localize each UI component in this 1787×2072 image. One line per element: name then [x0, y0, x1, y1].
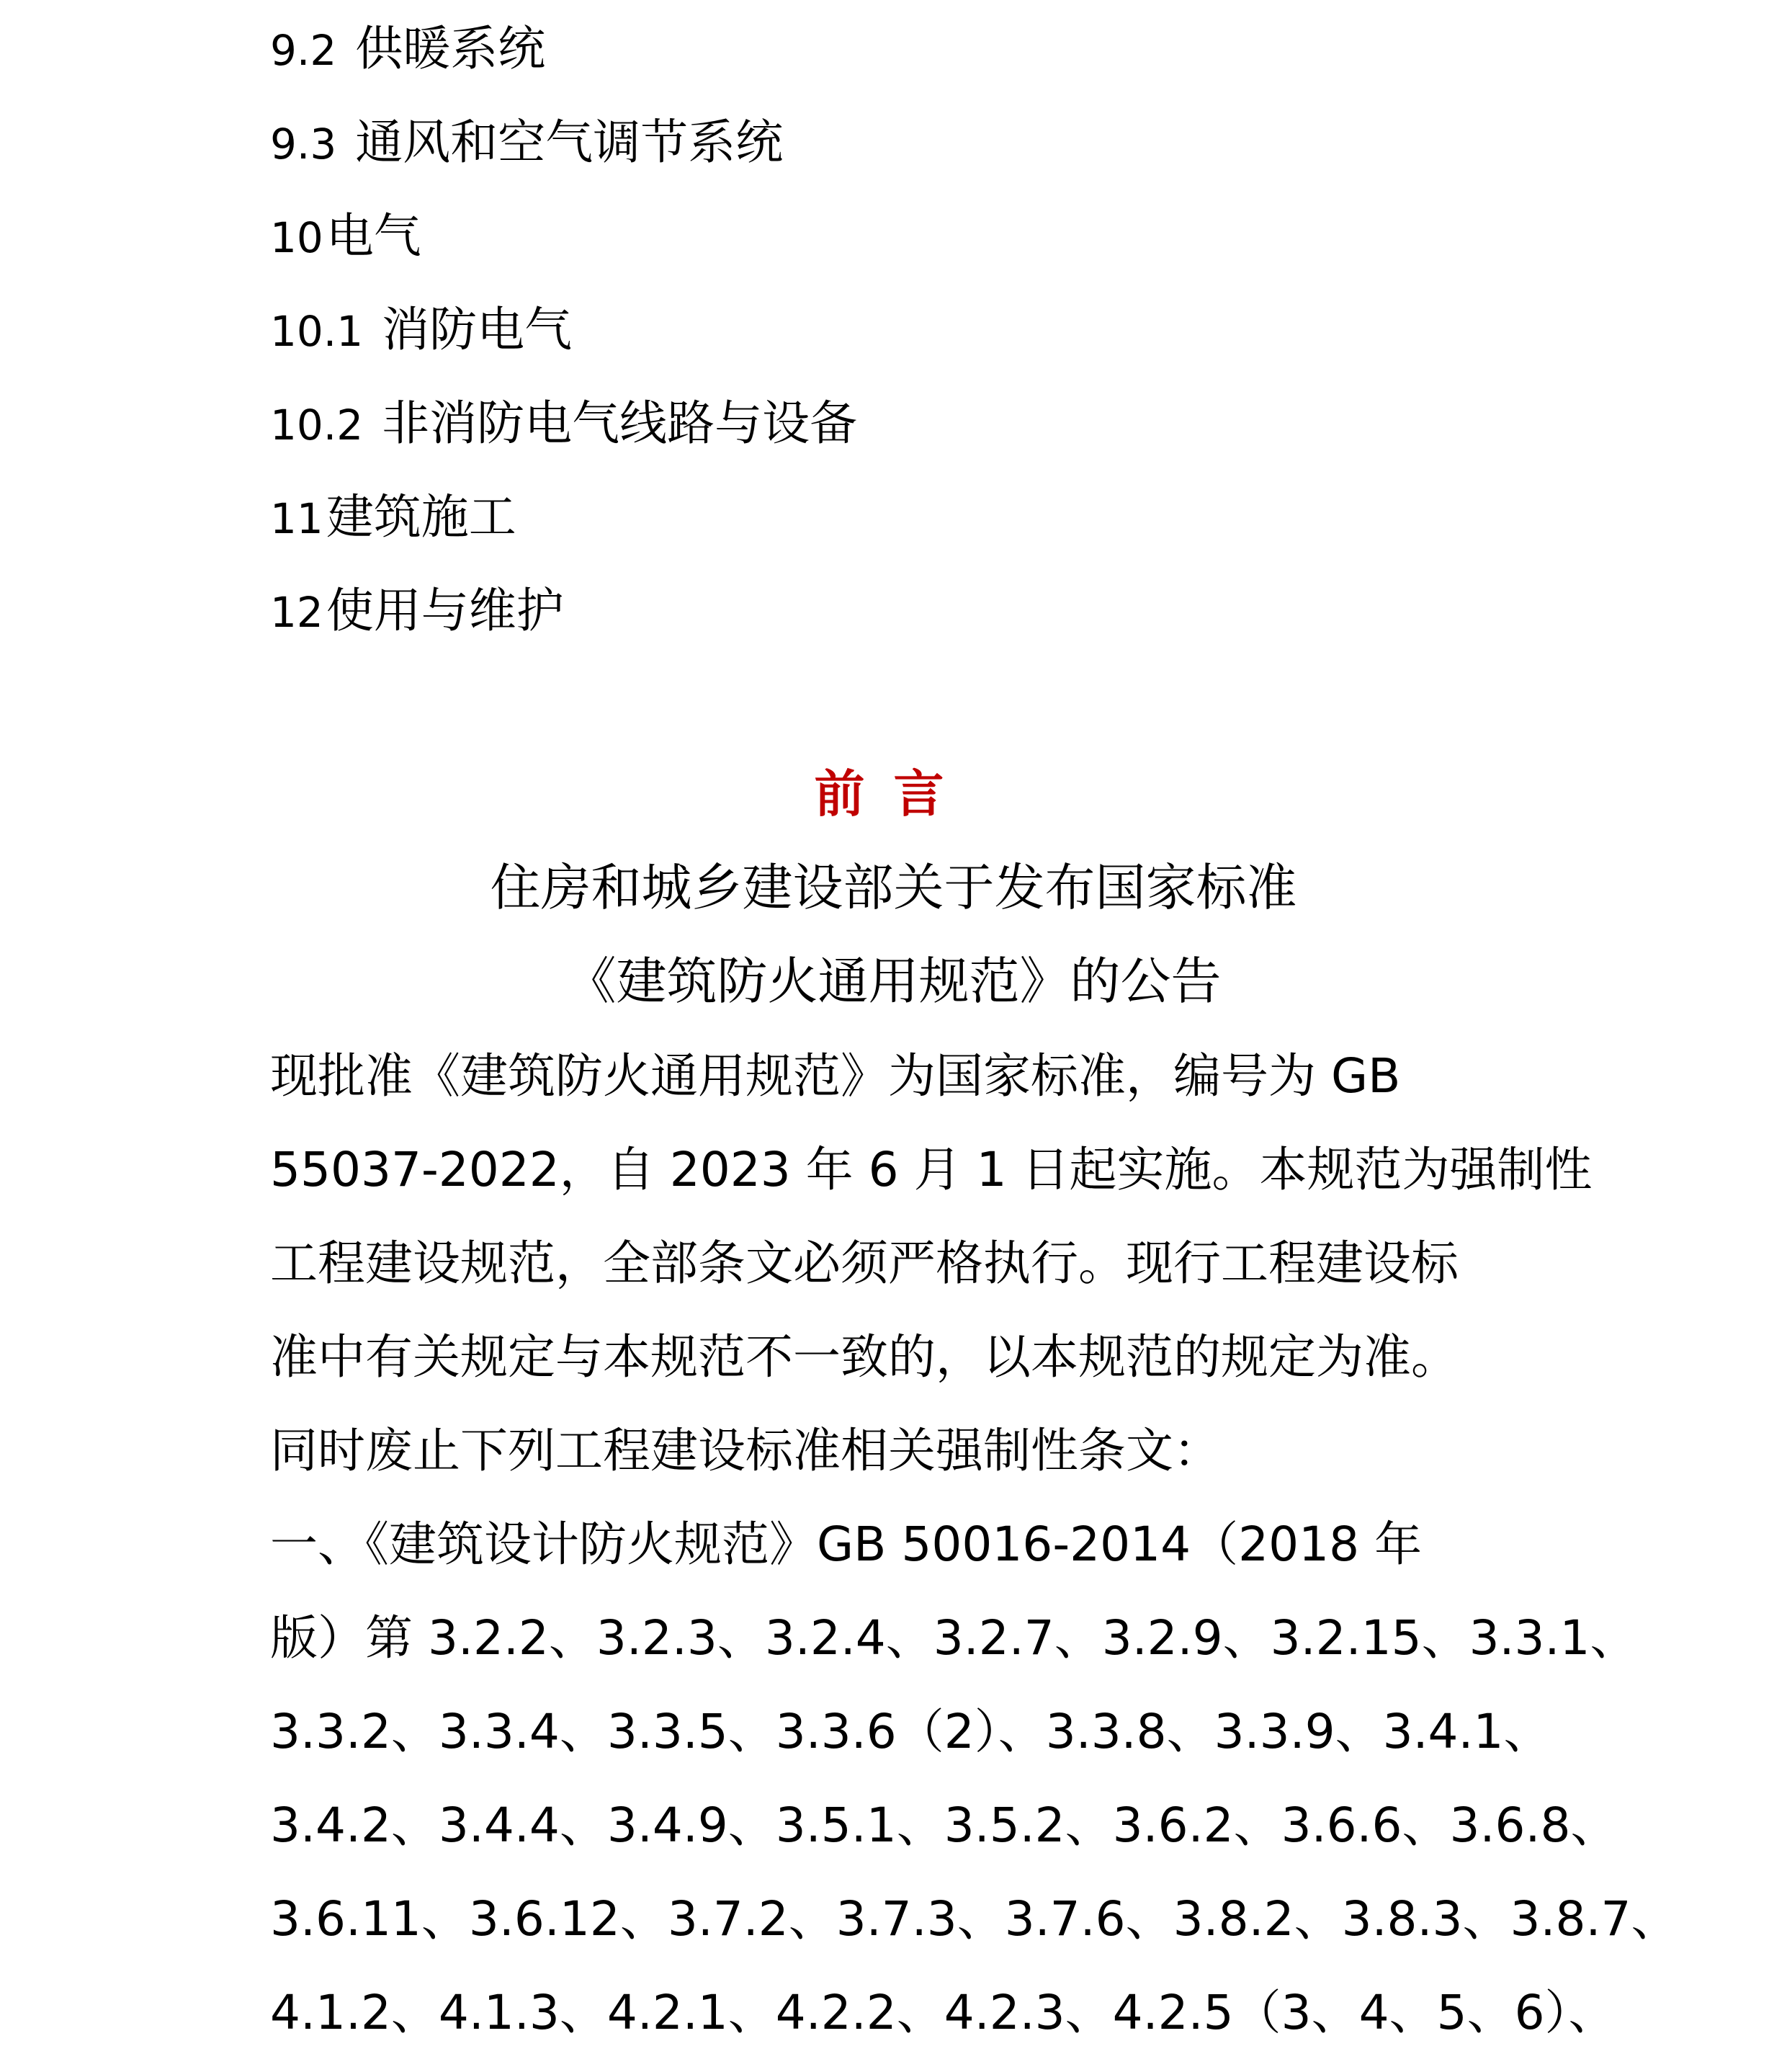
toc-item: [270, 395, 857, 452]
body-paragraph-line: 工程建设规范，全部条文必须严格执行。现行工程建设标: [270, 1236, 1459, 1291]
body-paragraph-line: 现批准《建筑防火通用规范》为国家标准，编号为 GB: [270, 1048, 1401, 1104]
foreword-heading: [0, 764, 1787, 824]
body-paragraph-line: 55037-2022，自 2023 年 6 月 1 日起实施。本规范为强制性: [270, 1142, 1593, 1197]
toc-item-title: 供暖系统: [355, 21, 546, 76]
toc-item-number: 9.3: [270, 120, 337, 169]
announcement-title-line1: 住房和城乡建设部关于发布国家标准: [490, 858, 1297, 917]
toc-item: [270, 207, 421, 265]
toc-item: [270, 20, 545, 78]
body-paragraph-line: 3.4.2、3.4.4、3.4.9、3.5.1、3.5.2、3.6.2、3.6.6、3.6.8、: [270, 1798, 1618, 1853]
toc-item-title: 非消防电气线路与设备: [382, 396, 858, 451]
toc-item-number: 9.2: [270, 26, 337, 75]
toc-item-number: 10.2: [270, 401, 364, 450]
body-paragraph-line: 一、《建筑设计防火规范》GB 50016-2014（2018 年: [270, 1517, 1423, 1572]
toc-item: [270, 488, 516, 546]
toc-item: [270, 301, 572, 359]
toc-item-number: 10: [270, 213, 323, 262]
toc-item-title: 使用与维护: [326, 583, 564, 638]
body-paragraph-line: 版）第 3.2.2、3.2.3、3.2.4、3.2.7、3.2.9、3.2.15、3.3.1、: [270, 1610, 1638, 1666]
toc-item-title: 电气: [326, 208, 421, 264]
foreword-heading-text: 前言: [814, 764, 973, 823]
body-paragraph-line: 3.3.2、3.3.4、3.3.5、3.3.6（2）、3.3.8、3.3.9、3.4.1、: [270, 1704, 1551, 1759]
toc-item: [270, 582, 564, 640]
body-paragraph-line: 准中有关规定与本规范不一致的，以本规范的规定为准。: [270, 1329, 1459, 1385]
toc-item-title: 通风和空气调节系统: [355, 115, 784, 170]
announcement-title-line2: 《建筑防火通用规范》的公告: [565, 952, 1222, 1011]
toc-item-title: 消防电气: [382, 302, 573, 357]
toc-item-title: 建筑施工: [326, 489, 516, 545]
toc-item-number: 12: [270, 588, 323, 637]
toc-item-number: 11: [270, 494, 323, 543]
body-paragraph-line: 3.6.11、3.6.12、3.7.2、3.7.3、3.7.6、3.8.2、3.8.3、3.8.7、: [270, 1891, 1679, 1947]
toc-item: [270, 114, 783, 171]
body-paragraph-line: 4.1.2、4.1.3、4.2.1、4.2.2、4.2.3、4.2.5（3、4、5、6）、: [270, 1985, 1616, 2040]
toc-item-number: 10.1: [270, 307, 364, 356]
body-paragraph-line: 同时废止下列工程建设标准相关强制性条文：: [270, 1423, 1221, 1478]
